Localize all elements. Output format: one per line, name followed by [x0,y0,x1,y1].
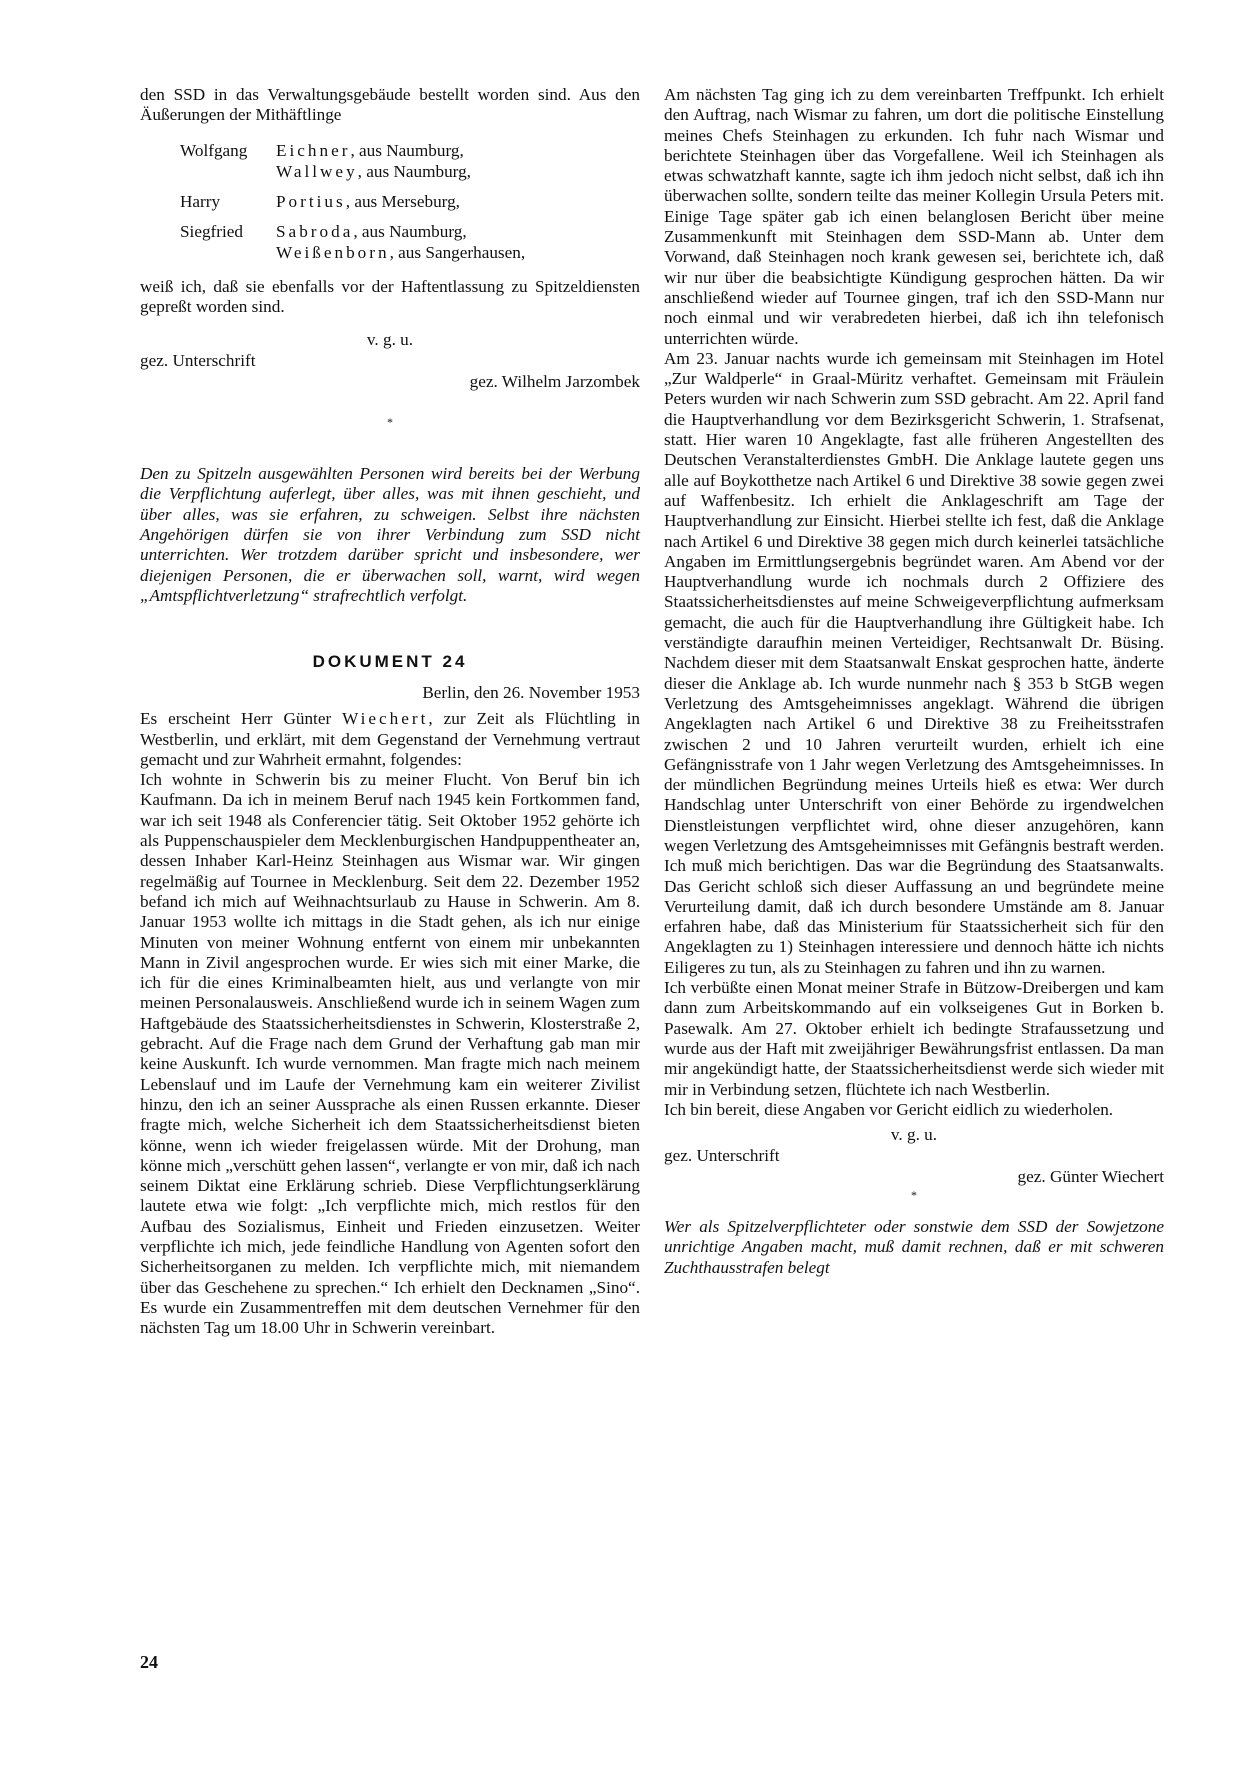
signature-left: gez. Unterschrift [140,351,256,371]
name-first [180,161,276,182]
name-last: Wallwey [276,161,358,181]
right-paragraph-3: Ich verbüßte einen Monat meiner Strafe in Bützow-Dreibergen und kam dann zum Arbeitskommando auf ein volkseigenes Gut in Borken b. Pasewalk. Am 27. Oktober erhielt ich bedingte Strafaussetzung und wurde aus der Haft mit zweijähriger Bewährungsfrist entlassen. Da man mir angekündigt hatte, der Staatssicherheitsdienst werde sich wieder mit mir in Verbindung setzen, flüchtete ich nach Westberlin. [664,978,1164,1099]
italic-note: Den zu Spitzeln ausgewählten Personen wird bereits bei der Werbung die Verpflichtung auferlegt, über alles, was mit ihnen geschieht, und über alles, was sie erfahren, zu schweigen. Selbst ihre nächsten Angehörigen dürfen sie von ihrer Verbindung zum SSD nicht unterrichten. Wer trotzdem darüber spricht und insbesondere, wer diejenigen Personen, die er überwachen soll, warnt, wird wegen „Amtspflichtverletzung“ strafrechtlich verfolgt. [140,464,640,605]
name-place: , aus Naumburg, [357,161,471,181]
names-list [180,140,640,263]
name-last: Portius [276,191,346,211]
name-first [180,242,276,263]
name-first: Siegfried [180,221,244,241]
after-names-paragraph: weiß ich, daß sie ebenfalls vor der Haftentlassung zu Spitzeldiensten gepreßt worden sind. [140,276,640,316]
document-heading: DOKUMENT 24 [312,652,468,672]
separator-star: * [387,415,393,430]
right-paragraph-1: Am nächsten Tag ging ich zu dem vereinbarten Treffpunkt. Ich erhielt den Auftrag, nach Wismar zu fahren, um dort die politische Einstellung meines Chefs Steinhagen zu erkunden. Ich fuhr nach Wismar und berichtete Steinhagen über das Vorgefallene. Weil ich Steinhagen als etwas schwatzhaft kannte, sagte ich ihm jedoch nicht selbst, daß ich ihn überwachen sollte, sondern teilte das meiner Kollegin Ursula Peters mit. Einige Tage später gab ich einen belanglosen Bericht über meine Zusammenkunft mit Steinhagen dem SSD-Mann ab. Unter dem Vorwand, daß Steinhagen noch krank gewesen sei, berichtete ich, daß wir nur über die beabsichtigte Kündigung gesprochen hätten. Da wir anschließend wieder auf Tournee gingen, traf ich den SSD-Mann nur noch einmal und wir verabredeten hierbei, daß ich ihn telefonisch unterrichten würde. [664,85,1164,348]
name-first: Harry [180,191,221,211]
name-entry [180,140,640,161]
signature-right: gez. Wilhelm Jarzombek [469,372,640,392]
document-date: Berlin, den 26. November 1953 [422,683,640,703]
name-place: , aus Naumburg, [353,221,467,241]
page-number: 24 [140,1652,158,1672]
name-entry [180,221,640,242]
statement-intro-end: , zur Zeit als Flüchtling in Westberlin, und erklärt, mit dem Gegenstand der Vernehmung vertraut gemacht und zur Wahrheit ermahnt, folgendes: [140,709,640,769]
name-place: , aus Merseburg, [345,191,460,211]
signature-left: gez. Unterschrift [664,1146,780,1166]
vgu-mark: v. g. u. [366,330,414,350]
name-entry [180,242,640,263]
left-column [140,85,640,1338]
right-paragraph-4: Ich bin bereit, diese Angaben vor Gericht eidlich zu wiederholen. [664,1099,1114,1119]
name-last: Weißenborn [276,242,390,262]
vgu-mark: v. g. u. [890,1125,938,1145]
statement-intro-start: Es erscheint Herr Günter [140,709,343,729]
separator-star: * [911,1188,917,1203]
name-first: Wolfgang [180,140,248,160]
italic-note: Wer als Spitzelverpflichteter oder sonstwie dem SSD der Sowjetzone unrichtige Angaben macht, muß damit rechnen, daß er mit schweren Zuchthausstrafen belegt [664,1217,1164,1277]
witness-name: Wiechert [342,709,429,729]
signature-right: gez. Günter Wiechert [1017,1167,1164,1187]
intro-paragraph: den SSD in das Verwaltungsgebäude bestellt worden sind. Aus den Äußerungen der Mithäftlinge [140,85,640,125]
name-entry [180,161,640,182]
right-paragraph-2: Am 23. Januar nachts wurde ich gemeinsam mit Steinhagen im Hotel „Zur Waldperle“ in Graal-Müritz verhaftet. Gemeinsam mit Fräulein Peters wurden wir nach Schwerin zum SSD gebracht. Am 22. April fand die Hauptverhandlung vor dem Bezirksgericht Schwerin, 1. Strafsenat, statt. Hier waren 10 Angeklagte, fast alle früheren Angestellten des Deutschen Veranstalterdienstes GmbH. Die Anklage lautete gegen uns alle auf Boykotthetze nach Artikel 6 und Direktive 38 sowie gegen zwei auf Waffenbesitz. Ich erhielt die Anklageschrift am Tage der Hauptverhandlung zur Einsicht. Hierbei stellte ich fest, daß die Anklage nach Artikel 6 und Direktive 38 gegen mich durch keinerlei tatsächliche Angaben im Ermittlungsergebnis begründet waren. Am Abend vor der Hauptverhandlung wurde ich nochmals durch 2 Offiziere des Staatssicherheitsdienstes auf meine Schweigeverpflichtung aufmerksam gemacht, die auch für die Hauptverhandlung ihre Gültigkeit habe. Ich verständigte daraufhin meinen Verteidiger, Rechtsanwalt Dr. Büsing. Nachdem dieser mit dem Staatsanwalt Enskat gesprochen hatte, änderte dieser die Anklage ab. Ich wurde nunmehr nach § 353 b StGB wegen Verletzung des Amtsgeheimnisses angeklagt. Während die übrigen Angeklagten nach Artikel 6 und Direktive 38 zu Freiheitsstrafen zwischen 2 und 10 Jahren verurteilt wurden, erhielt ich eine Gefängnisstrafe von 1 Jahr wegen Verletzung des Amtsgeheimnisses. In der mündlichen Begründung meines Urteils hieß es etwa: Wer durch Handschlag unter Unterschrift von einer Behörde zu irgendwelchen Dienstleistungen verpflichtet wird, ohne dieser anzugehören, kann wegen Verletzung des Amtsgeheimnisses mit Gefängnis bestraft werden. Ich muß mich berichtigen. Das war die Begründung des Staatsanwalts. Das Gericht schloß sich dieser Auffassung an und begründete meine Verurteilung damit, daß ich durch besondere Umstände am 8. Januar erfahren habe, daß das Ministerium für Staatssicherheit sich für den Angeklagten zu 1) Steinhagen interessiere und dennoch hätte ich nichts Eiligeres zu tun, als zu Steinhagen zu fahren und ihn zu warnen. [664,348,1164,977]
name-entry [180,191,640,212]
right-column [664,85,1164,1278]
name-place: , aus Sangerhausen, [389,242,526,262]
name-last: Sabroda [276,221,354,241]
statement-paragraph: Ich wohnte in Schwerin bis zu meiner Flucht. Von Beruf bin ich Kaufmann. Da ich in meinem Beruf nach 1945 kein Fortkommen fand, war ich seit 1948 als Conferencier tätig. Seit Oktober 1952 gehörte ich als Puppenschauspieler dem Mecklenburgischen Handpuppentheater an, dessen Inhaber Karl-Heinz Steinhagen aus Wismar war. Wir gingen regelmäßig auf Tournee in Mecklenburg. Seit dem 22. Dezember 1952 befand ich mich auf Weihnachtsurlaub zu Hause in Schwerin. Am 8. Januar 1953 wollte ich mittags in die Stadt gehen, als ich nur einige Minuten von meiner Wohnung entfernt von einem mir unbekannten Mann in Zivil angesprochen wurde. Er wies sich mit einer Marke, die ich für die eines Kriminalbeamten hielt, aus und verlangte von mir meinen Personalausweis. Anschließend wurde ich in seinem Wagen zum Haftgebäude des Staatssicherheitsdienstes in Schwerin, Klosterstraße 2, gebracht. Auf die Frage nach dem Grund der Verhaftung gab man mir keine Auskunft. Ich wurde vernommen. Man fragte mich nach meinem Lebenslauf und im Laufe der Vernehmung kam ein weiterer Zivilist hinzu, den ich an seiner Aussprache als einen Russen erkannte. Dieser fragte mich, welche Sicherheit ich dem Staatssicherheitsdienst bieten könne, wenn ich wieder freigelassen würde. Mit der Drohung, man könne mich „verschütt gehen lassen“, verlangte er von mir, daß ich nach seinem Diktat eine Erklärung schrieb. Diese Verpflichtungserklärung lautete etwa wie folgt: „Ich verpflichte mich, mich restlos für den Aufbau des Sozialismus, Einheit und Frieden einzusetzen. Weiter verpflichte ich mich, jede feindliche Handlung von Agenten sofort den Sicherheitsorganen zu melden. Ich verpflichte mich, mit niemandem über das Geschehene zu sprechen.“ Ich erhielt den Decknamen „Sino“. Es wurde ein Zusammentreffen mit dem deutschen Vernehmer für den nächsten Tag um 18.00 Uhr in Schwerin vereinbart. [140,770,640,1338]
name-last: Eichner [276,140,351,160]
name-place: , aus Naumburg, [350,140,464,160]
statement-intro [140,709,640,770]
